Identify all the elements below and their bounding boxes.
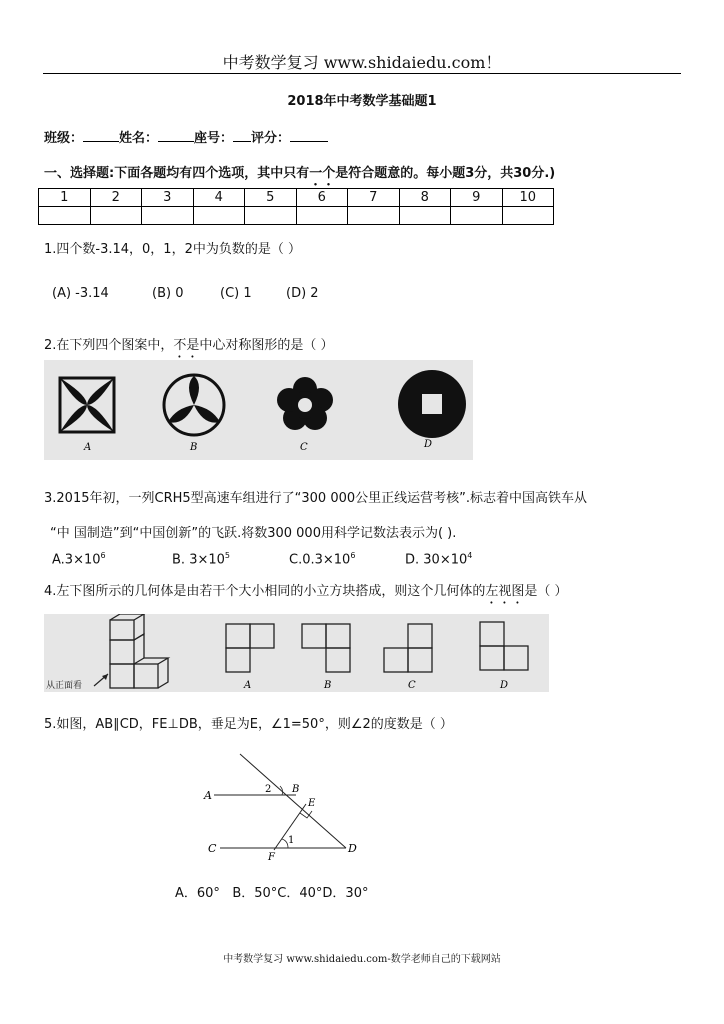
answer-number: 5: [245, 189, 297, 207]
section-1-text-b: 是符合题意的。每小题3分，共30分.): [335, 166, 556, 181]
page-header: 中考数学复习 www.shidaiedu.com！: [222, 53, 502, 72]
q3-b-label: B.: [172, 552, 190, 568]
cube-stack-icon: [110, 614, 168, 688]
q3-option-a: [52, 551, 106, 567]
point-b-label: B: [292, 784, 300, 795]
view-c-icon: [384, 624, 432, 672]
student-info-line: [44, 127, 328, 146]
seat-blank: [233, 141, 251, 142]
seat-label: 座号：: [194, 131, 234, 146]
q3-c-base: 0.3×10: [302, 552, 351, 568]
answer-table: [38, 188, 554, 225]
point-c-label: C: [208, 842, 217, 855]
point-f-label: F: [268, 852, 275, 863]
question-3-line-1: 3.2015年初，一列CRH5型高速车组进行了“300 000公里正线运营考核”.标志着中国高铁车从: [44, 491, 588, 506]
answer-number: 6: [296, 189, 348, 207]
q1-option-a: (A) -3.14: [52, 286, 109, 301]
answer-cell[interactable]: [399, 207, 451, 225]
q1-option-c: (C) 1: [220, 286, 252, 301]
view-a-icon: [226, 624, 274, 672]
q3-d-exp: 4: [467, 551, 473, 560]
page-footer: 中考数学复习 www.shidaiedu.com-数学老师自己的下载网站: [223, 954, 501, 965]
answer-number: 9: [451, 189, 503, 207]
q3-c-label: C.: [289, 552, 303, 568]
question-2-stem: [44, 334, 334, 361]
question-1-stem: 1.四个数-3.14，0，1，2中为负数的是（ ）: [44, 242, 301, 257]
pattern-a-icon: [60, 378, 114, 432]
question-5-stem: 5.如图，AB∥CD，FE⊥DB，垂足为E，∠1=50°，则∠2的度数是（ ）: [44, 717, 453, 732]
answer-number: 3: [142, 189, 194, 207]
pattern-a-label: A: [84, 442, 92, 453]
view-b-label: B: [324, 680, 332, 691]
q5-options: A．60° B．50°C．40°D．30°: [175, 886, 369, 901]
q3-b-exp: 5: [224, 551, 230, 560]
line-db: [240, 754, 346, 848]
answer-cell[interactable]: [296, 207, 348, 225]
answer-cell[interactable]: [193, 207, 245, 225]
section-1-text-a: 一、选择题:下面各题均有四个选项，其中只有: [44, 166, 310, 181]
q3-a-base: 3×10: [64, 552, 101, 568]
answer-table-header-row: [39, 189, 554, 207]
point-e-label: E: [308, 798, 316, 809]
section-1-emphasis: 一个: [309, 166, 336, 181]
answer-table-blank-row: [39, 207, 554, 225]
front-view-label: 从正面看: [46, 681, 83, 691]
q2-patterns: [44, 360, 473, 460]
question-4-stem: [44, 580, 568, 607]
score-blank: [290, 141, 328, 142]
pattern-c-label: C: [300, 442, 308, 453]
answer-number: 8: [399, 189, 451, 207]
name-blank: [158, 141, 194, 142]
q3-option-b: [172, 551, 230, 567]
question-3-line-2: “中 国制造”到“中国创新”的飞跃.将数300 000用科学记数法表示为( ).: [50, 526, 457, 541]
answer-cell[interactable]: [39, 207, 91, 225]
point-a-label: A: [204, 789, 212, 802]
pattern-c-icon: [277, 377, 333, 430]
q2-text-post: 中心对称图形的是（ ）: [199, 338, 334, 353]
name-label: 姓名：: [119, 131, 159, 146]
q3-option-d: [405, 551, 472, 567]
point-d-label: D: [348, 842, 357, 855]
angle-2-label: 2: [265, 784, 272, 795]
q1-option-b: (B) 0: [152, 286, 184, 301]
q3-b-base: 3×10: [189, 552, 225, 568]
q1-option-d: (D) 2: [286, 286, 319, 301]
section-1-heading: [44, 162, 555, 189]
answer-cell[interactable]: [451, 207, 503, 225]
q2-emphasis: 不是: [173, 338, 200, 353]
q3-a-label: A.: [52, 552, 65, 568]
view-d-label: D: [500, 680, 509, 691]
q5-geometry-figure: [196, 748, 366, 863]
q2-figure-strip: [44, 360, 473, 460]
answer-cell[interactable]: [348, 207, 400, 225]
pattern-b-icon: [164, 375, 224, 435]
view-c-label: C: [408, 680, 416, 691]
view-d-icon: [480, 622, 528, 670]
pattern-d-label: D: [424, 439, 433, 450]
q3-d-label: D.: [405, 552, 424, 568]
q4-text-pre: 4.左下图所示的几何体是由若干个大小相同的小立方块搭成，则这个几何体的: [44, 584, 486, 599]
answer-number: 2: [90, 189, 142, 207]
view-a-label: A: [244, 680, 252, 691]
answer-cell[interactable]: [142, 207, 194, 225]
answer-number: 10: [502, 189, 554, 207]
q3-d-base: 30×10: [423, 552, 468, 568]
q3-option-c: [289, 551, 355, 567]
answer-number: 1: [39, 189, 91, 207]
q4-text-post: 是（ ）: [524, 584, 568, 599]
q4-views: [44, 614, 549, 692]
view-b-icon: [302, 624, 350, 672]
pattern-d-icon: [398, 370, 466, 438]
score-label: 评分：: [251, 131, 291, 146]
answer-cell[interactable]: [90, 207, 142, 225]
q2-text-pre: 2.在下列四个图案中，: [44, 338, 174, 353]
class-blank: [83, 141, 119, 142]
q3-a-exp: 6: [100, 551, 106, 560]
page-title: 2018年中考数学基础题1: [287, 94, 437, 109]
header-rule: [43, 73, 681, 74]
answer-number: 7: [348, 189, 400, 207]
q4-emphasis: 左视图: [485, 584, 525, 599]
class-label: 班级：: [44, 131, 84, 146]
pattern-b-label: B: [190, 442, 198, 453]
angle-1-label: 1: [288, 835, 295, 846]
answer-cell[interactable]: [245, 207, 297, 225]
answer-cell[interactable]: [502, 207, 554, 225]
answer-number: 4: [193, 189, 245, 207]
q3-c-exp: 6: [350, 551, 356, 560]
q4-figure-strip: [44, 614, 549, 692]
